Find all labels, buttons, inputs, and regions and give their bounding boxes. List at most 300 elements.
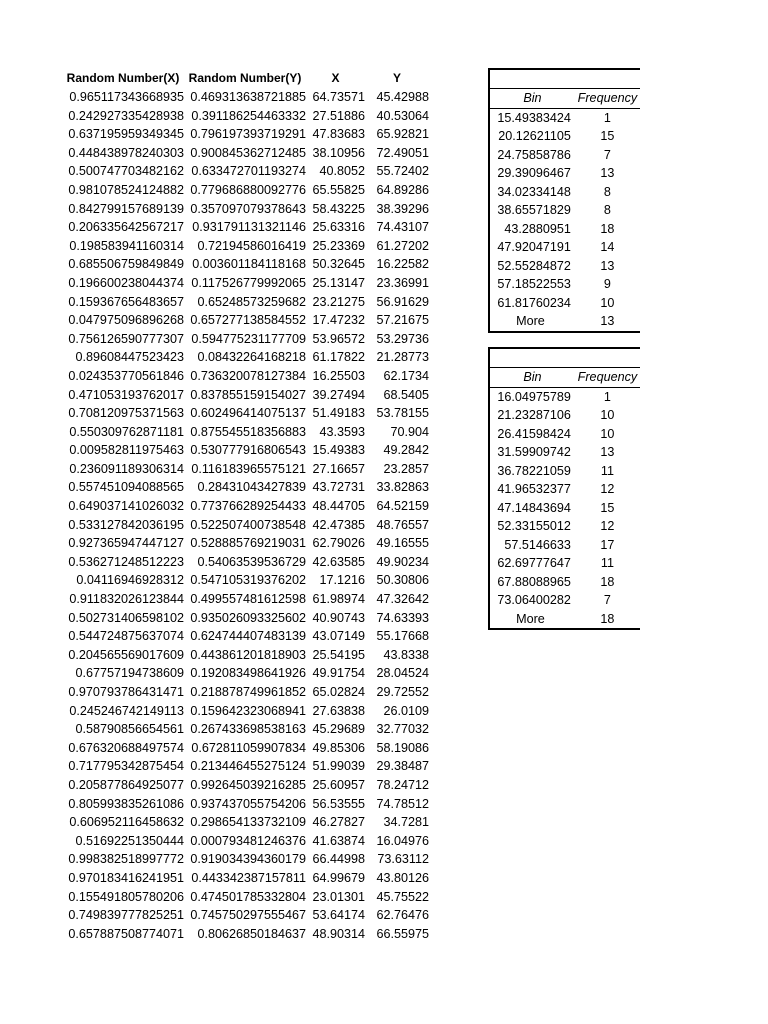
histogram-row <box>489 294 640 313</box>
frequency-cell[interactable]: 10 <box>600 426 615 441</box>
bin-cell[interactable]: 26.41598424 <box>489 425 575 444</box>
cell-random-x[interactable]: 0.58790856654561 <box>75 722 184 737</box>
bin-cell[interactable]: 31.59909742 <box>489 443 575 462</box>
table-row <box>62 274 429 293</box>
cell-random-x[interactable]: 0.998382518997772 <box>68 852 184 867</box>
cell-random-x[interactable]: 0.965117343668935 <box>69 90 184 104</box>
cell-y[interactable]: 28.04524 <box>376 666 429 681</box>
cell-y[interactable]: 68.5405 <box>383 387 429 402</box>
cell-random-x[interactable]: 0.51692251350444 <box>75 833 184 848</box>
bin-cell[interactable]: 16.04975789 <box>489 387 575 406</box>
cell-random-y[interactable]: 0.937437055754206 <box>190 796 306 811</box>
cell-random-y[interactable]: 0.499557481612598 <box>190 592 306 607</box>
cell-random-x[interactable]: 0.024353770561846 <box>68 368 184 383</box>
histogram-blank-cell[interactable] <box>489 348 640 368</box>
cell-random-x[interactable]: 0.970793786431471 <box>68 685 184 699</box>
header-y[interactable]: Y <box>392 70 401 85</box>
frequency-cell[interactable]: 8 <box>603 203 611 217</box>
cell-random-x[interactable]: 0.756126590777307 <box>68 331 184 346</box>
cell-y[interactable]: 23.36991 <box>376 275 429 290</box>
table-row <box>62 664 429 683</box>
frequency-cell[interactable]: 12 <box>600 519 615 533</box>
cell-x[interactable]: 53.96572 <box>312 331 365 346</box>
table-row <box>62 776 429 795</box>
table-row <box>62 571 429 590</box>
cell-y[interactable]: 62.76476 <box>376 908 429 923</box>
frequency-cell[interactable]: 13 <box>600 166 615 180</box>
histogram-row <box>489 499 640 518</box>
cell-random-x[interactable]: 0.500747703482162 <box>68 164 184 179</box>
cell-y[interactable]: 74.78512 <box>376 796 429 811</box>
table-row <box>62 795 429 814</box>
table-row <box>62 609 429 628</box>
cell-x[interactable]: 27.51886 <box>312 108 365 123</box>
cell-x[interactable]: 17.47232 <box>312 313 365 328</box>
histogram-row <box>489 201 640 220</box>
cell-y[interactable]: 78.24712 <box>376 777 429 792</box>
cell-random-y[interactable]: 0.65248573259682 <box>197 294 306 309</box>
cell-x[interactable]: 41.63874 <box>312 833 365 848</box>
cell-random-y[interactable]: 0.474501785332804 <box>190 889 306 904</box>
cell-y[interactable]: 66.55975 <box>376 926 429 941</box>
table-row <box>62 367 429 386</box>
frequency-cell[interactable]: 17 <box>600 537 615 552</box>
cell-random-y[interactable]: 0.530777916806543 <box>190 443 306 458</box>
cell-x[interactable]: 61.17822 <box>312 350 365 365</box>
cell-x[interactable]: 65.55825 <box>312 182 365 197</box>
cell-y[interactable]: 65.92821 <box>376 127 429 142</box>
frequency-cell[interactable]: 7 <box>603 593 611 607</box>
cell-random-x[interactable]: 0.981078524124882 <box>68 182 184 197</box>
table-row <box>62 720 429 739</box>
table-row <box>62 869 429 888</box>
bin-cell[interactable]: 57.5146633 <box>489 536 575 555</box>
cell-random-y[interactable]: 0.28431043427839 <box>197 480 306 495</box>
cell-random-x[interactable]: 0.242927335428938 <box>68 108 184 123</box>
frequency-cell[interactable]: 18 <box>600 574 615 589</box>
cell-y[interactable]: 45.75522 <box>376 889 429 904</box>
bin-cell[interactable]: 57.18522553 <box>489 275 575 294</box>
cell-y[interactable]: 55.72402 <box>376 164 429 179</box>
cell-x[interactable]: 53.64174 <box>312 908 365 923</box>
cell-x[interactable]: 25.63316 <box>312 220 365 235</box>
cell-y[interactable]: 64.89286 <box>376 182 429 197</box>
cell-random-y[interactable]: 0.443342387157811 <box>191 870 306 885</box>
cell-random-x[interactable]: 0.245246742149113 <box>69 703 184 718</box>
cell-random-y[interactable]: 0.900845362712485 <box>190 145 306 160</box>
bin-cell[interactable]: 15.49383424 <box>489 108 575 127</box>
cell-random-y[interactable]: 0.003601184118168 <box>192 257 306 272</box>
cell-x[interactable]: 46.27827 <box>312 815 365 830</box>
cell-y[interactable]: 56.91629 <box>376 294 429 309</box>
bin-cell[interactable]: 73.06400282 <box>489 591 575 610</box>
cell-y[interactable]: 26.0109 <box>383 703 429 718</box>
cell-random-x[interactable]: 0.536271248512223 <box>68 554 184 569</box>
cell-random-y[interactable]: 0.54063539536729 <box>197 554 306 569</box>
bin-cell[interactable]: 38.65571829 <box>489 201 575 220</box>
histogram-header-row <box>489 89 640 109</box>
cell-x[interactable]: 65.02824 <box>312 685 365 699</box>
cell-random-x[interactable]: 0.89608447523423 <box>75 350 184 365</box>
cell-random-x[interactable]: 0.805993835261086 <box>68 796 184 811</box>
cell-random-x[interactable]: 0.533127842036195 <box>68 517 184 532</box>
cell-random-x[interactable]: 0.205877864925077 <box>68 777 184 792</box>
histogram-row <box>489 517 640 536</box>
cell-random-y[interactable]: 0.931791131321146 <box>192 220 306 235</box>
frequency-header[interactable]: Frequency <box>575 368 640 388</box>
cell-x[interactable]: 42.47385 <box>312 517 365 532</box>
frequency-cell[interactable]: 18 <box>575 610 640 630</box>
table-row <box>62 757 429 776</box>
cell-random-x[interactable]: 0.196600238044374 <box>68 275 184 290</box>
cell-random-x[interactable]: 0.649037141026032 <box>68 499 184 514</box>
histogram-row <box>489 554 640 573</box>
cell-random-x[interactable]: 0.04116946928312 <box>76 573 184 588</box>
cell-y[interactable]: 21.28773 <box>376 350 429 365</box>
bin-cell[interactable]: 24.75858786 <box>489 146 575 165</box>
bin-cell[interactable]: 21.23287106 <box>489 406 575 425</box>
bin-cell[interactable]: 61.81760234 <box>489 294 575 313</box>
cell-x[interactable]: 15.49383 <box>312 443 365 458</box>
cell-x[interactable]: 25.13147 <box>312 275 365 290</box>
cell-random-y[interactable]: 0.357097079378643 <box>190 201 306 216</box>
histogram-table-y <box>488 347 640 630</box>
frequency-cell[interactable]: 14 <box>600 240 615 254</box>
table-row <box>62 218 429 237</box>
histogram-row <box>489 220 640 239</box>
cell-x[interactable]: 48.44705 <box>312 499 365 514</box>
bin-header[interactable]: Bin <box>489 89 575 109</box>
table-row <box>62 739 429 758</box>
cell-x[interactable]: 43.3593 <box>319 424 365 439</box>
cell-random-x[interactable]: 0.198583941160314 <box>69 238 184 253</box>
frequency-cell[interactable]: 10 <box>600 408 615 422</box>
cell-x[interactable]: 27.63838 <box>312 703 365 718</box>
histogram-row <box>489 610 640 630</box>
cell-y[interactable]: 55.17668 <box>376 629 429 644</box>
cell-x[interactable]: 25.60957 <box>312 777 365 792</box>
cell-random-y[interactable]: 0.528885769219031 <box>190 536 306 551</box>
cell-random-y[interactable]: 0.672811059907834 <box>191 740 306 755</box>
cell-random-y[interactable]: 0.522507400738548 <box>190 517 306 532</box>
cell-random-y[interactable]: 0.594775231177709 <box>191 331 306 346</box>
cell-y[interactable]: 23.2857 <box>383 461 429 476</box>
cell-random-x[interactable]: 0.557451094088565 <box>68 480 184 495</box>
table-row <box>62 925 429 944</box>
cell-random-x[interactable]: 0.204565569017609 <box>68 647 184 662</box>
frequency-cell[interactable]: 7 <box>603 147 611 162</box>
frequency-cell[interactable]: 1 <box>603 389 611 404</box>
bin-cell[interactable]: 41.96532377 <box>489 480 575 499</box>
cell-random-y[interactable]: 0.80626850184637 <box>197 926 306 941</box>
cell-random-y[interactable]: 0.736320078127384 <box>190 368 306 383</box>
table-row <box>62 832 429 851</box>
cell-x[interactable]: 64.73571 <box>312 90 365 104</box>
histogram-top-border <box>489 348 640 368</box>
cell-y[interactable]: 49.16555 <box>376 536 429 551</box>
table-row <box>62 162 429 181</box>
cell-random-x[interactable]: 0.842799157689139 <box>68 201 184 216</box>
cell-random-y[interactable]: 0.624744407483139 <box>190 629 306 644</box>
cell-random-x[interactable]: 0.009582811975463 <box>69 443 184 458</box>
cell-random-x[interactable]: 0.970183416241951 <box>68 870 184 885</box>
cell-y[interactable]: 72.49051 <box>376 145 429 160</box>
table-row <box>62 200 429 219</box>
header-x[interactable]: X <box>331 70 340 85</box>
table-row <box>62 553 429 572</box>
cell-y[interactable]: 70.904 <box>390 424 429 439</box>
cell-y[interactable]: 74.43107 <box>376 220 429 235</box>
cell-x[interactable]: 25.54195 <box>312 647 365 662</box>
cell-random-x[interactable]: 0.550309762871181 <box>69 424 184 439</box>
cell-y[interactable]: 50.30806 <box>376 573 429 588</box>
cell-random-y[interactable]: 0.192083498641926 <box>190 666 306 681</box>
cell-y[interactable]: 43.80126 <box>376 870 429 885</box>
cell-random-y[interactable]: 0.602496414075137 <box>190 406 306 421</box>
table-row <box>62 125 429 144</box>
cell-random-y[interactable]: 0.935026093325602 <box>190 610 306 625</box>
cell-y[interactable]: 61.27202 <box>376 238 429 253</box>
cell-x[interactable]: 61.98974 <box>312 592 365 607</box>
bin-cell[interactable]: 43.2880951 <box>489 220 575 239</box>
cell-random-y[interactable]: 0.469313638721885 <box>190 90 306 104</box>
cell-random-x[interactable]: 0.606952116458632 <box>69 815 184 830</box>
histogram-table-x <box>488 68 640 333</box>
cell-y[interactable]: 29.72552 <box>376 685 429 699</box>
cell-y[interactable]: 16.22582 <box>376 257 429 272</box>
histogram-row <box>489 146 640 165</box>
cell-random-x[interactable]: 0.657887508774071 <box>68 926 184 941</box>
cell-random-y[interactable]: 0.875545518356883 <box>190 424 306 439</box>
cell-x[interactable]: 66.44998 <box>312 852 365 867</box>
cell-random-y[interactable]: 0.08432264168218 <box>197 350 306 365</box>
cell-y[interactable]: 16.04976 <box>376 833 429 848</box>
cell-x[interactable]: 16.25503 <box>312 368 365 383</box>
cell-random-x[interactable]: 0.708120975371563 <box>68 406 184 421</box>
cell-y[interactable]: 58.19086 <box>376 740 429 755</box>
random-numbers-table <box>62 68 429 943</box>
bin-cell[interactable]: More <box>489 610 575 630</box>
header-random-y[interactable]: Random Number(Y) <box>188 70 302 85</box>
table-row <box>62 497 429 516</box>
table-row <box>62 813 429 832</box>
histogram-top-border <box>489 69 640 89</box>
cell-random-y[interactable]: 0.773766289254433 <box>190 499 306 514</box>
cell-x[interactable]: 23.01301 <box>312 889 365 904</box>
frequency-cell[interactable]: 11 <box>600 463 614 478</box>
histogram-row <box>489 275 640 294</box>
cell-random-y[interactable]: 0.218878749961852 <box>190 685 306 699</box>
frequency-header[interactable]: Frequency <box>575 89 640 109</box>
frequency-cell[interactable]: 10 <box>600 295 615 310</box>
cell-y[interactable]: 47.32642 <box>376 592 429 607</box>
cell-random-x[interactable]: 0.047975096896268 <box>68 313 184 328</box>
cell-x[interactable]: 27.16657 <box>312 461 365 476</box>
cell-x[interactable]: 40.90743 <box>312 610 365 625</box>
table-row <box>62 888 429 907</box>
cell-random-y[interactable]: 0.745750297555467 <box>190 908 306 923</box>
histogram-blank-cell[interactable] <box>489 69 640 89</box>
cell-x[interactable]: 58.43225 <box>312 201 365 216</box>
table-row <box>62 311 429 330</box>
cell-random-y[interactable]: 0.779686880092776 <box>190 182 306 197</box>
cell-x[interactable]: 40.8052 <box>319 164 365 179</box>
header-random-x[interactable]: Random Number(X) <box>66 70 180 85</box>
bin-cell[interactable]: More <box>489 312 575 332</box>
bin-cell[interactable]: 52.55284872 <box>489 257 575 276</box>
cell-y[interactable]: 57.21675 <box>376 313 429 328</box>
cell-x[interactable]: 64.99679 <box>312 870 365 885</box>
bin-cell[interactable]: 29.39096467 <box>489 164 575 183</box>
table-row <box>62 478 429 497</box>
cell-random-y[interactable]: 0.116183965575121 <box>191 461 306 476</box>
bin-cell[interactable]: 62.69777647 <box>489 554 575 573</box>
cell-x[interactable]: 56.53555 <box>312 796 365 811</box>
frequency-cell[interactable]: 13 <box>600 258 615 273</box>
cell-random-x[interactable]: 0.911832026123844 <box>69 592 184 607</box>
cell-y[interactable]: 45.42988 <box>376 90 429 104</box>
cell-random-x[interactable]: 0.685506759849849 <box>68 257 184 272</box>
bin-cell[interactable]: 36.78221059 <box>489 462 575 481</box>
cell-y[interactable]: 34.7281 <box>383 815 429 830</box>
bin-cell[interactable]: 47.14843694 <box>489 499 575 518</box>
cell-random-x[interactable]: 0.67757194738609 <box>75 666 184 681</box>
frequency-cell[interactable]: 15 <box>600 129 615 143</box>
cell-random-x[interactable]: 0.502731406598102 <box>68 610 184 625</box>
cell-x[interactable]: 25.23369 <box>312 238 365 253</box>
table-row <box>62 441 429 460</box>
cell-x[interactable]: 47.83683 <box>312 127 365 142</box>
cell-y[interactable]: 53.29736 <box>376 331 429 346</box>
cell-random-x[interactable]: 0.749839777825251 <box>68 908 184 923</box>
histogram-row <box>489 480 640 499</box>
table-row <box>62 255 429 274</box>
cell-x[interactable]: 50.32645 <box>312 257 365 272</box>
bin-cell[interactable]: 34.02334148 <box>489 183 575 202</box>
table-row <box>62 534 429 553</box>
table-row <box>62 516 429 535</box>
cell-random-x[interactable]: 0.471053193762017 <box>68 387 184 402</box>
cell-random-x[interactable]: 0.676320688497574 <box>68 740 184 755</box>
bin-header[interactable]: Bin <box>489 368 575 388</box>
cell-random-y[interactable]: 0.796197393719291 <box>190 127 306 142</box>
cell-random-x[interactable]: 0.544724875637074 <box>68 629 184 644</box>
bin-cell[interactable]: 47.92047191 <box>489 238 575 257</box>
cell-random-x[interactable]: 0.717795342875454 <box>68 759 184 774</box>
histogram-row <box>489 425 640 444</box>
bin-cell[interactable]: 52.33155012 <box>489 517 575 536</box>
histogram-row <box>489 257 640 276</box>
cell-x[interactable]: 39.27494 <box>312 387 365 402</box>
frequency-cell[interactable]: 1 <box>603 110 611 125</box>
cell-random-y[interactable]: 0.000793481246376 <box>190 833 306 848</box>
frequency-cell[interactable]: 12 <box>600 482 615 496</box>
cell-x[interactable]: 42.63585 <box>312 554 365 569</box>
cell-random-y[interactable]: 0.633472701193274 <box>191 164 306 179</box>
cell-random-y[interactable]: 0.391186254463332 <box>191 108 306 123</box>
frequency-cell[interactable]: 18 <box>600 221 615 236</box>
cell-y[interactable]: 32.77032 <box>376 722 429 737</box>
histogram-row <box>489 462 640 481</box>
cell-y[interactable]: 62.1734 <box>383 368 429 383</box>
cell-random-y[interactable]: 0.837855159154027 <box>190 387 306 402</box>
table-row <box>62 906 429 925</box>
cell-x[interactable]: 43.72731 <box>312 480 365 495</box>
table-row <box>62 460 429 479</box>
cell-random-x[interactable]: 0.159367656483657 <box>68 294 184 309</box>
cell-y[interactable]: 64.52159 <box>376 499 429 514</box>
histogram-row <box>489 183 640 202</box>
cell-y[interactable]: 48.76557 <box>376 517 429 532</box>
cell-y[interactable]: 43.8338 <box>383 647 429 662</box>
cell-random-x[interactable]: 0.637195959349345 <box>68 127 184 142</box>
cell-random-y[interactable]: 0.443861201818903 <box>190 647 306 662</box>
cell-y[interactable]: 29.38487 <box>376 759 429 774</box>
cell-random-x[interactable]: 0.236091189306314 <box>69 461 184 476</box>
cell-y[interactable]: 53.78155 <box>376 406 429 421</box>
cell-random-y[interactable]: 0.213446455275124 <box>190 759 306 774</box>
cell-y[interactable]: 74.63393 <box>376 610 429 625</box>
table-row <box>62 293 429 312</box>
cell-x[interactable]: 62.79026 <box>312 536 365 551</box>
cell-random-y[interactable]: 0.992645039216285 <box>190 777 306 792</box>
cell-random-y[interactable]: 0.72194586016419 <box>197 238 306 253</box>
cell-x[interactable]: 43.07149 <box>312 629 365 644</box>
cell-y[interactable]: 40.53064 <box>376 108 429 123</box>
bin-cell[interactable]: 67.88088965 <box>489 573 575 592</box>
cell-x[interactable]: 51.99039 <box>312 759 365 774</box>
cell-x[interactable]: 38.10956 <box>312 145 365 160</box>
frequency-cell[interactable]: 15 <box>600 500 615 515</box>
frequency-cell[interactable]: 11 <box>600 556 614 570</box>
cell-random-x[interactable]: 0.206335642567217 <box>68 220 184 235</box>
table-row <box>62 181 429 200</box>
histogram-header-row <box>489 368 640 388</box>
cell-x[interactable]: 51.49183 <box>312 406 365 421</box>
table-header-row <box>62 68 429 88</box>
cell-x[interactable]: 49.91754 <box>312 666 365 681</box>
cell-y[interactable]: 73.63112 <box>377 852 429 867</box>
table-row <box>62 404 429 423</box>
cell-y[interactable]: 38.39296 <box>376 201 429 216</box>
cell-y[interactable]: 49.2842 <box>383 443 429 458</box>
cell-random-y[interactable]: 0.159642323068941 <box>190 703 306 718</box>
cell-random-y[interactable]: 0.657277138584552 <box>190 313 306 328</box>
cell-x[interactable]: 45.29689 <box>312 722 365 737</box>
cell-x[interactable]: 17.1216 <box>319 573 365 588</box>
bin-cell[interactable]: 20.12621105 <box>489 127 575 146</box>
frequency-cell[interactable]: 13 <box>575 312 640 332</box>
cell-random-x[interactable]: 0.448438978240303 <box>68 145 184 160</box>
histogram-row <box>489 108 640 127</box>
frequency-cell[interactable]: 8 <box>603 184 611 199</box>
cell-y[interactable]: 33.82863 <box>376 480 429 495</box>
cell-random-x[interactable]: 0.155491805780206 <box>68 889 184 904</box>
cell-random-y[interactable]: 0.298654133732109 <box>190 815 306 830</box>
cell-random-y[interactable]: 0.547105319376202 <box>190 573 306 588</box>
cell-x[interactable]: 49.85306 <box>312 740 365 755</box>
cell-x[interactable]: 23.21275 <box>312 294 365 309</box>
histogram-row <box>489 164 640 183</box>
cell-x[interactable]: 48.90314 <box>312 926 365 941</box>
frequency-cell[interactable]: 13 <box>600 445 615 459</box>
cell-random-x[interactable]: 0.927365947447127 <box>68 536 184 551</box>
cell-y[interactable]: 49.90234 <box>376 554 429 569</box>
cell-random-y[interactable]: 0.117526779992065 <box>191 275 306 290</box>
frequency-cell[interactable]: 9 <box>603 277 611 291</box>
cell-random-y[interactable]: 0.919034394360179 <box>190 852 306 867</box>
cell-random-y[interactable]: 0.267433698538163 <box>190 722 306 737</box>
